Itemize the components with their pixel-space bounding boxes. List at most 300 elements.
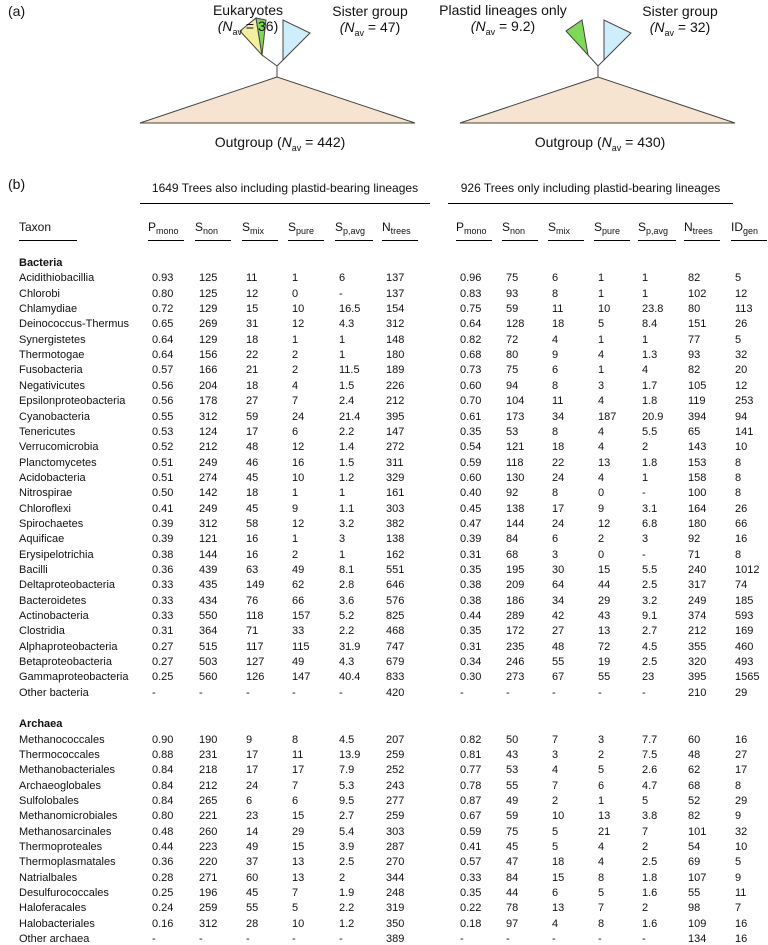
table-cell: -: [339, 933, 343, 945]
right-sister-label: Sister group $(N_{av} = 32)$: [642, 3, 718, 38]
table-row: [0, 687, 768, 699]
table-cell: 5: [642, 794, 649, 807]
table-cell: 210: [688, 686, 707, 699]
table-cell: -: [292, 686, 296, 699]
table-row: [0, 810, 768, 822]
table-cell: 269: [199, 318, 218, 331]
table-cell: 312: [199, 917, 218, 930]
table-cell: 0.83: [460, 287, 482, 300]
table-cell: 420: [386, 686, 405, 699]
table-cell: 49: [506, 794, 519, 807]
table-row: [0, 795, 768, 807]
table-cell: 109: [688, 917, 707, 930]
taxon-name: Methanosarcinales: [19, 825, 112, 838]
column-header: $ID_{gen}$: [731, 220, 759, 236]
table-cell: 129: [199, 303, 218, 316]
table-cell: 17: [246, 425, 259, 438]
table-cell: 178: [199, 395, 218, 408]
table-cell: 0.31: [460, 640, 482, 653]
table-cell: 0.68: [460, 349, 482, 362]
taxon-name: Archaeoglobales: [19, 779, 101, 792]
table-row: [0, 472, 768, 484]
table-row: [0, 288, 768, 300]
table-cell: 0.54: [460, 441, 482, 454]
table-cell: 8: [598, 917, 605, 930]
table-cell: 5.5: [642, 425, 658, 438]
table-row: [0, 533, 768, 545]
table-cell: 74: [735, 579, 748, 592]
table-cell: 1.8: [642, 395, 658, 408]
table-cell: 12: [292, 441, 305, 454]
table-cell: 7: [552, 733, 559, 746]
table-cell: 7.7: [642, 733, 658, 746]
table-cell: 93: [506, 287, 519, 300]
table-cell: 6: [552, 364, 559, 377]
table-cell: 312: [386, 318, 405, 331]
table-cell: 1: [642, 471, 649, 484]
table-cell: 129: [199, 333, 218, 346]
table-cell: 94: [735, 410, 748, 423]
table-cell: 350: [386, 917, 405, 930]
table-cell: 147: [292, 671, 311, 684]
table-cell: 395: [688, 671, 707, 684]
table-cell: 16: [292, 456, 305, 469]
table-cell: 0.88: [152, 748, 174, 761]
table-cell: 8: [598, 871, 605, 884]
table-cell: 0.45: [460, 502, 482, 515]
taxon-name: Other bacteria: [19, 686, 89, 699]
table-cell: 9.5: [339, 794, 355, 807]
table-cell: 259: [386, 810, 405, 823]
table-cell: 0.52: [152, 441, 174, 454]
table-cell: 0.35: [460, 425, 482, 438]
table-cell: 7: [292, 779, 299, 792]
table-cell: 166: [199, 364, 218, 377]
taxon-name: Nitrospirae: [19, 487, 73, 500]
table-cell: 30: [552, 564, 565, 576]
table-cell: 34: [552, 594, 565, 607]
table-cell: 0.39: [152, 517, 174, 530]
group1-rule: [140, 203, 430, 204]
table-cell: 0.59: [460, 456, 482, 469]
table-cell: 65: [688, 425, 701, 438]
table-cell: 0.30: [460, 671, 482, 684]
table-cell: 1.2: [339, 471, 355, 484]
table-row: [0, 549, 768, 561]
table-cell: 8: [552, 425, 559, 438]
table-cell: 0.40: [460, 487, 482, 500]
table-row: [0, 564, 768, 576]
table-cell: 32: [735, 825, 748, 838]
table-cell: 44: [506, 887, 519, 899]
table-cell: 7.5: [642, 748, 658, 761]
table-cell: 62: [292, 579, 305, 592]
table-cell: 1: [598, 794, 605, 807]
table-cell: 1: [292, 533, 299, 546]
table-cell: 18: [246, 333, 259, 346]
table-cell: 49: [246, 840, 259, 853]
right-sister-triangle: [604, 20, 631, 60]
table-cell: 5.2: [339, 610, 355, 623]
table-cell: 17: [735, 764, 748, 777]
table-cell: 0.65: [152, 318, 174, 331]
table-cell: 1.9: [339, 887, 355, 899]
table-cell: 3.8: [642, 810, 658, 823]
table-cell: 364: [199, 625, 218, 638]
table-cell: 550: [199, 610, 218, 623]
table-cell: 119: [688, 395, 706, 408]
table-cell: 0.60: [460, 471, 482, 484]
table-cell: 126: [246, 671, 265, 684]
taxon-name: Verrucomicrobia: [19, 441, 99, 454]
table-cell: 1.8: [642, 456, 658, 469]
table-cell: -: [246, 686, 250, 699]
table-cell: 12: [735, 287, 748, 300]
table-cell: 0.38: [460, 594, 482, 607]
table-cell: 0.60: [460, 379, 482, 392]
group2-title: 926 Trees only including plastid-bearing lineages: [460, 181, 721, 195]
table-row: [0, 625, 768, 637]
table-cell: 8: [735, 779, 742, 792]
table-cell: 59: [506, 303, 519, 316]
table-cell: 12: [292, 318, 305, 331]
table-cell: 1.4: [339, 441, 355, 454]
table-cell: 115: [292, 640, 310, 653]
table-cell: 1.6: [642, 887, 658, 899]
table-cell: 75: [506, 272, 519, 285]
table-cell: 312: [199, 517, 218, 530]
taxon-name: Chlamydiae: [19, 303, 78, 316]
table-cell: 1.8: [642, 871, 658, 884]
taxon-name: Synergistetes: [19, 333, 86, 346]
table-cell: 1.6: [642, 917, 658, 930]
table-cell: 319: [386, 902, 405, 915]
table-cell: 0.61: [460, 410, 482, 423]
table-cell: 271: [199, 871, 218, 884]
table-cell: 10: [735, 840, 748, 853]
table-cell: 0.96: [460, 272, 482, 285]
table-cell: 18: [552, 856, 565, 869]
table-cell: 55: [246, 902, 259, 915]
table-cell: 23: [642, 671, 655, 684]
table-cell: 231: [199, 748, 218, 761]
taxon-name: Bacteroidetes: [19, 594, 87, 607]
table-cell: 16: [735, 733, 748, 746]
table-cell: 185: [735, 594, 754, 607]
table-cell: 434: [199, 594, 218, 607]
table-cell: 394: [688, 410, 707, 423]
table-cell: 180: [688, 517, 707, 530]
table-cell: 0.25: [152, 887, 174, 899]
table-cell: 11: [292, 748, 304, 761]
table-cell: 833: [386, 671, 405, 684]
table-cell: 320: [688, 656, 707, 669]
table-cell: 138: [386, 533, 405, 546]
table-cell: 389: [386, 933, 405, 945]
table-cell: 84: [506, 871, 519, 884]
table-cell: 68: [506, 548, 519, 561]
table-cell: 59: [506, 810, 519, 823]
table-cell: -: [292, 933, 296, 945]
taxon-name: Deltaproteobacteria: [19, 579, 116, 592]
table-cell: 1: [642, 272, 649, 285]
table-cell: 10: [598, 303, 611, 316]
table-cell: 2.6: [642, 764, 658, 777]
table-cell: 172: [506, 625, 525, 638]
table-cell: 4.3: [339, 656, 355, 669]
table-cell: 13: [598, 625, 611, 638]
table-cell: 0.33: [152, 594, 174, 607]
table-cell: 382: [386, 517, 405, 530]
table-cell: 2.7: [642, 625, 658, 638]
table-row: [0, 272, 768, 284]
table-cell: 0.90: [152, 733, 174, 746]
table-cell: 0.24: [152, 902, 174, 915]
taxon-name: Natrialbales: [19, 871, 78, 884]
table-cell: 5: [598, 887, 605, 899]
table-cell: 4: [598, 441, 605, 454]
table-cell: 7: [598, 902, 605, 915]
table-cell: 125: [199, 272, 218, 285]
table-cell: 4: [598, 395, 605, 408]
table-cell: 9: [598, 502, 605, 515]
table-cell: 17: [246, 764, 259, 777]
table-cell: -: [506, 686, 510, 699]
table-cell: 26: [735, 318, 748, 331]
taxon-name: Acidithiobacillia: [19, 272, 95, 285]
table-cell: 153: [688, 456, 707, 469]
table-cell: 8: [735, 456, 742, 469]
table-cell: 560: [199, 671, 218, 684]
table-cell: 344: [386, 871, 405, 884]
table-row: [0, 487, 768, 499]
table-cell: 3: [339, 533, 346, 546]
table-cell: 212: [199, 779, 218, 792]
table-cell: -: [339, 686, 343, 699]
table-row: [0, 734, 768, 746]
table-cell: 161: [386, 487, 405, 500]
table-cell: -: [642, 933, 646, 945]
table-cell: 93: [688, 349, 701, 362]
table-cell: 4: [598, 840, 605, 853]
table-cell: 12: [246, 287, 259, 300]
table-cell: 8.1: [339, 564, 355, 576]
table-cell: 9: [735, 871, 742, 884]
table-cell: 329: [386, 471, 405, 484]
taxon-name: Other archaea: [19, 933, 90, 945]
table-cell: 0.27: [152, 656, 174, 669]
table-cell: 2.4: [339, 395, 355, 408]
table-cell: 0.48: [152, 825, 174, 838]
table-cell: 134: [688, 933, 707, 945]
table-cell: 0.50: [152, 487, 174, 500]
table-cell: 1.3: [642, 349, 658, 362]
table-cell: -: [506, 933, 510, 945]
table-cell: 141: [735, 425, 754, 438]
taxon-name: Alphaproteobacteria: [19, 640, 118, 653]
taxon-name: Planctomycetes: [19, 456, 97, 469]
table-cell: 2: [642, 441, 649, 454]
group2-rule: [448, 203, 733, 204]
table-cell: 0.36: [152, 856, 174, 869]
table-row: [0, 856, 768, 868]
table-cell: 4.5: [339, 733, 355, 746]
table-cell: -: [199, 686, 203, 699]
table-cell: 0.93: [152, 272, 174, 285]
table-cell: 747: [386, 640, 405, 653]
table-row: [0, 579, 768, 591]
table-cell: 207: [386, 733, 405, 746]
table-cell: 221: [199, 810, 218, 823]
table-cell: 138: [506, 502, 525, 515]
table-cell: 0.55: [152, 410, 174, 423]
table-cell: 1: [642, 333, 649, 346]
table-cell: 0.44: [152, 840, 174, 853]
table-cell: 825: [386, 610, 405, 623]
table-cell: 33: [292, 625, 305, 638]
table-cell: -: [152, 686, 156, 699]
table-cell: 5: [735, 856, 742, 869]
table-cell: 71: [688, 548, 701, 561]
table-cell: 4: [292, 379, 299, 392]
right-plastid-label: Plastid lineages only $(N_{av} = 9.2)$: [439, 2, 567, 37]
table-cell: 11.5: [339, 364, 360, 377]
table-cell: 23.8: [642, 303, 664, 316]
table-cell: 1.5: [339, 379, 355, 392]
table-cell: 2.2: [339, 425, 355, 438]
table-cell: 2.5: [642, 579, 658, 592]
table-cell: 0.18: [460, 917, 482, 930]
table-cell: 142: [199, 487, 218, 500]
table-row: [0, 671, 768, 683]
table-cell: 311: [386, 456, 404, 469]
table-cell: 71: [246, 625, 259, 638]
column-header: $S_{non}$: [502, 220, 526, 236]
column-header: $N_{trees}$: [382, 220, 411, 236]
table-cell: 20.9: [642, 410, 664, 423]
table-cell: 1: [598, 333, 605, 346]
table-cell: 6: [552, 887, 559, 899]
taxon-name: Thermotogae: [19, 349, 85, 362]
table-cell: 6: [246, 794, 253, 807]
taxon-name: Aquificae: [19, 533, 65, 546]
table-cell: 7: [292, 395, 299, 408]
table-cell: 137: [386, 272, 405, 285]
table-cell: -: [642, 487, 646, 500]
table-row: [0, 887, 768, 899]
table-cell: 189: [386, 364, 405, 377]
table-cell: 218: [199, 764, 218, 777]
table-cell: 190: [199, 733, 218, 746]
table-row: [0, 841, 768, 853]
table-cell: 102: [688, 287, 707, 300]
table-cell: 53: [506, 425, 519, 438]
taxon-name: Acidobacteria: [19, 471, 86, 484]
table-cell: 8: [552, 487, 559, 500]
table-row: [0, 656, 768, 668]
table-cell: 8: [292, 733, 299, 746]
table-cell: 151: [688, 318, 707, 331]
table-cell: 80: [688, 303, 701, 316]
taxon-name: Actinobacteria: [19, 610, 89, 623]
panel-a-label: (a): [8, 3, 26, 19]
table-cell: 10: [552, 810, 565, 823]
table-cell: 82: [688, 364, 701, 377]
table-cell: 272: [386, 441, 405, 454]
table-cell: 7: [292, 887, 299, 899]
left-outgroup-triangle: [140, 77, 415, 123]
taxon-name: Methanococcales: [19, 733, 105, 746]
table-cell: 3: [552, 748, 559, 761]
table-cell: 13: [598, 456, 611, 469]
table-cell: 137: [386, 287, 405, 300]
table-cell: 6: [292, 425, 299, 438]
taxon-name: Thermoplasmatales: [19, 856, 116, 869]
table-cell: 7.9: [339, 764, 355, 777]
table-cell: 0.84: [152, 779, 174, 792]
table-cell: 2: [642, 840, 649, 853]
table-cell: 117: [246, 640, 264, 653]
table-cell: 17: [292, 764, 305, 777]
table-cell: 67: [552, 671, 565, 684]
table-cell: 1565: [735, 671, 760, 684]
table-cell: 11: [246, 272, 258, 285]
table-cell: 187: [598, 410, 617, 423]
table-row: [0, 826, 768, 838]
table-cell: 1.7: [642, 379, 658, 392]
table-cell: -: [552, 933, 556, 945]
table-cell: 48: [246, 441, 259, 454]
table-cell: 37: [246, 856, 259, 869]
table-cell: 235: [506, 640, 525, 653]
table-cell: 45: [506, 840, 519, 853]
table-cell: 0.34: [460, 656, 482, 669]
table-cell: -: [199, 933, 203, 945]
table-cell: 11: [552, 395, 564, 408]
table-cell: 27: [552, 625, 565, 638]
table-cell: -: [642, 686, 646, 699]
table-cell: 593: [735, 610, 754, 623]
table-cell: 212: [688, 625, 707, 638]
table-cell: 118: [506, 456, 524, 469]
table-cell: 24: [292, 410, 305, 423]
table-cell: 16: [735, 533, 748, 546]
table-cell: 60: [688, 733, 701, 746]
table-cell: 2.8: [339, 579, 355, 592]
table-cell: 3.6: [339, 594, 355, 607]
table-row: [0, 918, 768, 930]
table-cell: 0.31: [152, 625, 174, 638]
table-cell: 6: [339, 272, 346, 285]
table-cell: -: [339, 287, 343, 300]
table-cell: 0.77: [460, 764, 482, 777]
table-cell: 2: [598, 533, 605, 546]
table-cell: 125: [199, 287, 218, 300]
table-cell: 4: [598, 425, 605, 438]
table-cell: 0.41: [152, 502, 174, 515]
table-cell: 148: [386, 333, 405, 346]
table-cell: -: [598, 686, 602, 699]
table-cell: 289: [506, 610, 525, 623]
table-cell: -: [460, 933, 464, 945]
table-cell: 186: [506, 594, 525, 607]
table-cell: 44: [598, 579, 611, 592]
table-cell: 0.64: [152, 333, 174, 346]
table-cell: 64: [552, 579, 565, 592]
panel-b-label: (b): [8, 176, 26, 192]
table-cell: 12: [735, 379, 748, 392]
table-cell: 8: [735, 487, 742, 500]
